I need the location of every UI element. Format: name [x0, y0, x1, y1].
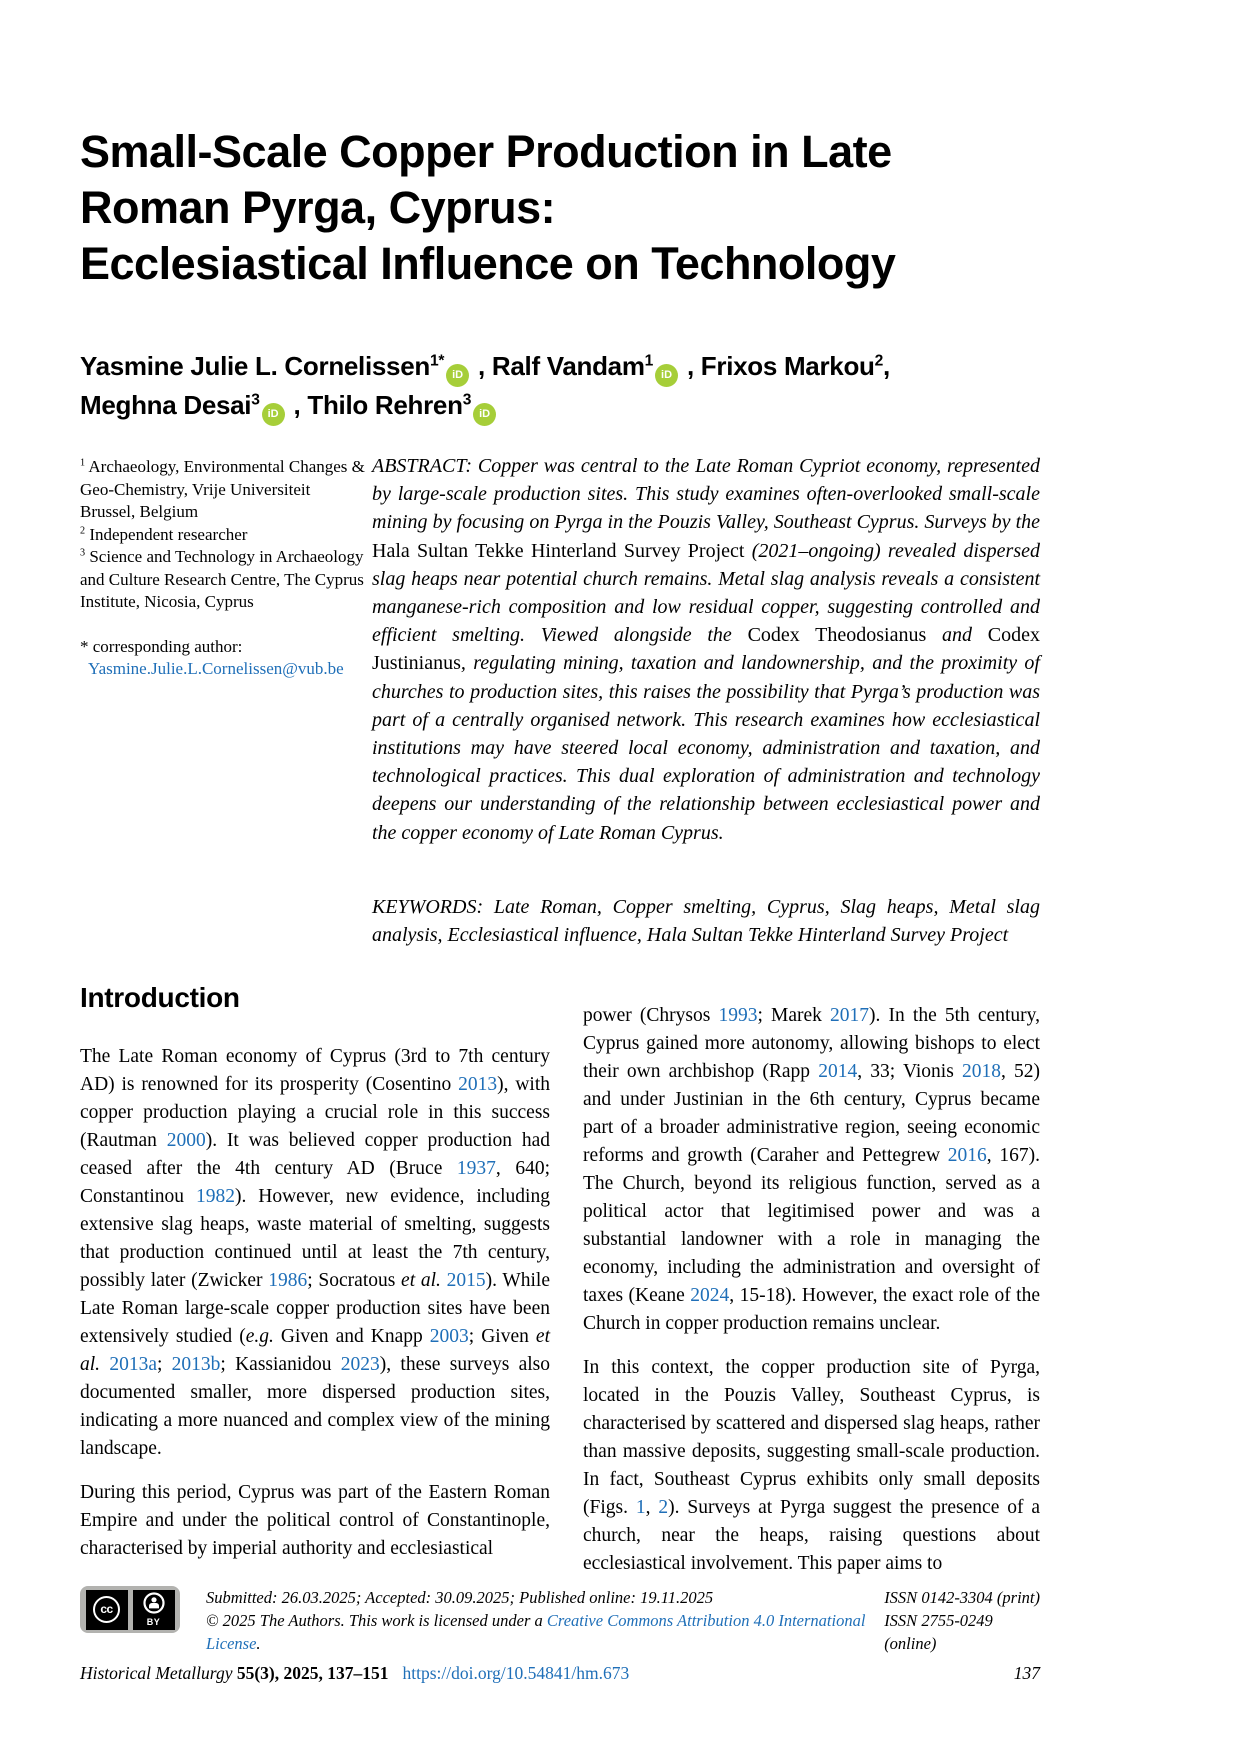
license-line: © 2025 The Authors. This work is licensed under a Creative Commons Attribution 4.0 International License.: [206, 1611, 866, 1653]
orcid-icon[interactable]: iD: [446, 364, 469, 387]
article-title-line: Roman Pyrga, Cyprus:: [80, 182, 556, 233]
body-column-left: [80, 984, 550, 1579]
corresponding-author-label: * corresponding author:: [80, 636, 243, 656]
text-link[interactable]: 1937: [456, 1158, 496, 1179]
footer-meta: [206, 1586, 884, 1655]
body-column-right: [583, 1002, 1040, 1594]
author-line: Yasmine Julie L. Cornelissen$^{1*}$iD , Ralf Vandam$^1$iD , Frixos Markou$^2$,: [80, 348, 1040, 387]
by-label: BY: [146, 1617, 161, 1627]
text-link[interactable]: 2013: [458, 1074, 498, 1095]
text-link[interactable]: 1982: [195, 1186, 235, 1207]
by-attribution-icon: [133, 1590, 175, 1630]
cc-circle-glyph: cc: [93, 1596, 120, 1623]
orcid-icon[interactable]: iD: [473, 403, 496, 426]
journal-reference-line: [80, 1662, 1040, 1684]
text-link[interactable]: 2015: [446, 1270, 486, 1291]
article-title-line: Small-Scale Copper Production in Late: [80, 126, 892, 177]
corresponding-author: [80, 636, 368, 681]
section-heading-introduction: Introduction: [80, 982, 240, 1013]
text-link[interactable]: 2016: [947, 1145, 987, 1166]
text-link[interactable]: 2024: [690, 1285, 730, 1306]
issn-online: ISSN 2755-0249 (online): [884, 1611, 993, 1653]
author-list: [80, 348, 1040, 426]
abstract-block: [372, 452, 1040, 949]
text-link[interactable]: 1: [635, 1497, 646, 1518]
text-link[interactable]: 2000: [166, 1130, 206, 1151]
affiliation-item: $^3$ Science and Technology in Archaeology and Culture Research Centre, The Cyprus Institute, Nicosia, Cyprus: [80, 547, 364, 611]
article-title-line: Ecclesiastical Influence on Technology: [80, 238, 896, 289]
article-title: [80, 124, 1040, 292]
email-link[interactable]: Yasmine.Julie.L.Cornelissen@vub.be: [88, 659, 344, 678]
text-link[interactable]: 2: [658, 1497, 669, 1518]
affiliations-block: [80, 456, 368, 681]
issn-print: ISSN 0142-3304 (print): [884, 1588, 1041, 1607]
body-paragraph: The Late Roman economy of Cyprus (3rd to 7th century AD) is renowned for its prosperity (Cosentino 2013), with copper production playing a crucial role in this success (Rautman 2000). It was believed copper production had ceased after the 4th century AD (Bruce 1937, 640; Constantinou 1982). However, new evidence, including extensive slag heaps, waste material of smelting, suggests that production continued until at least the 7th century, possibly later (Zwicker 1986; Socratous et al. 2015). While Late Roman large-scale copper production sites have been extensively studied (e.g. Given and Knapp 2003; Given et al. 2013a; 2013b; Kassianidou 2023), these surveys also documented smaller, more dispersed production sites, indicating a more nuanced and complex view of the mining landscape.: [80, 1046, 551, 1459]
text-link[interactable]: Creative Commons Attribution 4.0 International License: [206, 1611, 866, 1653]
text-link[interactable]: https://doi.org/10.54841/hm.673: [402, 1663, 630, 1683]
abstract-paragraph: ABSTRACT: Copper was central to the Late Roman Cypriot economy, represented by large-scale production sites. This study examines often-overlooked small-scale mining by focusing on Pyrga in the Pouzis Valley, Southeast Cyprus. Surveys by the Hala Sultan Tekke Hinterland Survey Project (2021–ongoing) revealed dispersed slag heaps near potential church remains. Metal slag analysis reveals a consistent manganese-rich composition and low residual copper, suggesting controlled and efficient smelting. Viewed alongside the Codex Theodosianus and Codex Justinianus, regulating mining, taxation and landownership, and the proximity of churches to production sites, this raises the possibility that Pyrga’s production was part of a centrally organised network. This research examines how ecclesiastical institutions may have steered local economy, administration and taxation, and technological practices. This dual exploration of administration and technology deepens our understanding of the relationship between ecclesiastical power and the copper economy of Late Roman Cyprus.: [372, 455, 1041, 844]
text-link[interactable]: 2003: [429, 1326, 469, 1347]
text-link[interactable]: 2018: [961, 1061, 1001, 1082]
page-footer: [80, 1586, 1040, 1655]
orcid-icon[interactable]: iD: [655, 364, 678, 387]
author-line: Meghna Desai$^3$iD , Thilo Rehren$^3$iD: [80, 387, 1040, 426]
affiliation-item: $^1$ Archaeology, Environmental Changes & Geo-Chemistry, Vrije Universiteit Brussel, Belgium: [80, 457, 365, 521]
keywords-paragraph: KEYWORDS: Late Roman, Copper smelting, Cyprus, Slag heaps, Metal slag analysis, Ecclesiastical influence, Hala Sultan Tekke Hinterland Survey Project: [372, 895, 1040, 947]
text-link[interactable]: 2013a: [109, 1354, 157, 1375]
submission-dates: Submitted: 26.03.2025; Accepted: 30.09.2025; Published online: 19.11.2025: [206, 1588, 714, 1607]
text-link[interactable]: 1986: [268, 1270, 308, 1291]
affiliation-item: $^2$ Independent researcher: [80, 524, 248, 544]
issn-block: [884, 1586, 1040, 1655]
cc-icon: [86, 1590, 128, 1630]
page-number: 137: [1013, 1663, 1040, 1683]
body-paragraph: power (Chrysos 1993; Marek 2017). In the 5th century, Cyprus gained more autonomy, allowing bishops to elect their own archbishop (Rapp 2014, 33; Vionis 2018, 52) and under Justinian in the 6th century, Cyprus became part of a broader administrative region, seeing economic reforms and growth (Caraher and Pettegrew 2016, 167). The Church, beyond its religious function, served as a political actor that legitimised power and was a substantial landowner with a role in managing the economy, including the administration and oversight of taxes (Keane 2024, 15-18). However, the exact role of the Church in copper production remains unclear.: [583, 1005, 1041, 1334]
text-link[interactable]: 2013b: [171, 1354, 221, 1375]
text-link[interactable]: 1993: [718, 1005, 758, 1026]
journal-reference: Historical Metallurgy 55(3), 2025, 137–151 https://doi.org/10.54841/hm.673: [80, 1663, 630, 1683]
cc-by-license-badge[interactable]: [80, 1586, 180, 1633]
text-link[interactable]: 2023: [340, 1354, 380, 1375]
orcid-icon[interactable]: iD: [262, 403, 285, 426]
body-paragraph: In this context, the copper production site of Pyrga, located in the Pouzis Valley, Southeast Cyprus, is characterised by scattered and dispersed slag heaps, rather than massive deposits, suggesting small-scale production. In fact, Southeast Cyprus exhibits only small deposits (Figs. 1, 2). Surveys at Pyrga suggest the presence of a church, near the heaps, raising questions about ecclesiastical involvement. This paper aims to: [583, 1357, 1041, 1574]
text-link[interactable]: 2014: [818, 1061, 858, 1082]
body-paragraph: During this period, Cyprus was part of the Eastern Roman Empire and under the political control of Constantinople, characterised by imperial authority and ecclesiastical: [80, 1482, 550, 1559]
text-link[interactable]: 2017: [830, 1005, 870, 1026]
person-icon: [142, 1592, 166, 1616]
